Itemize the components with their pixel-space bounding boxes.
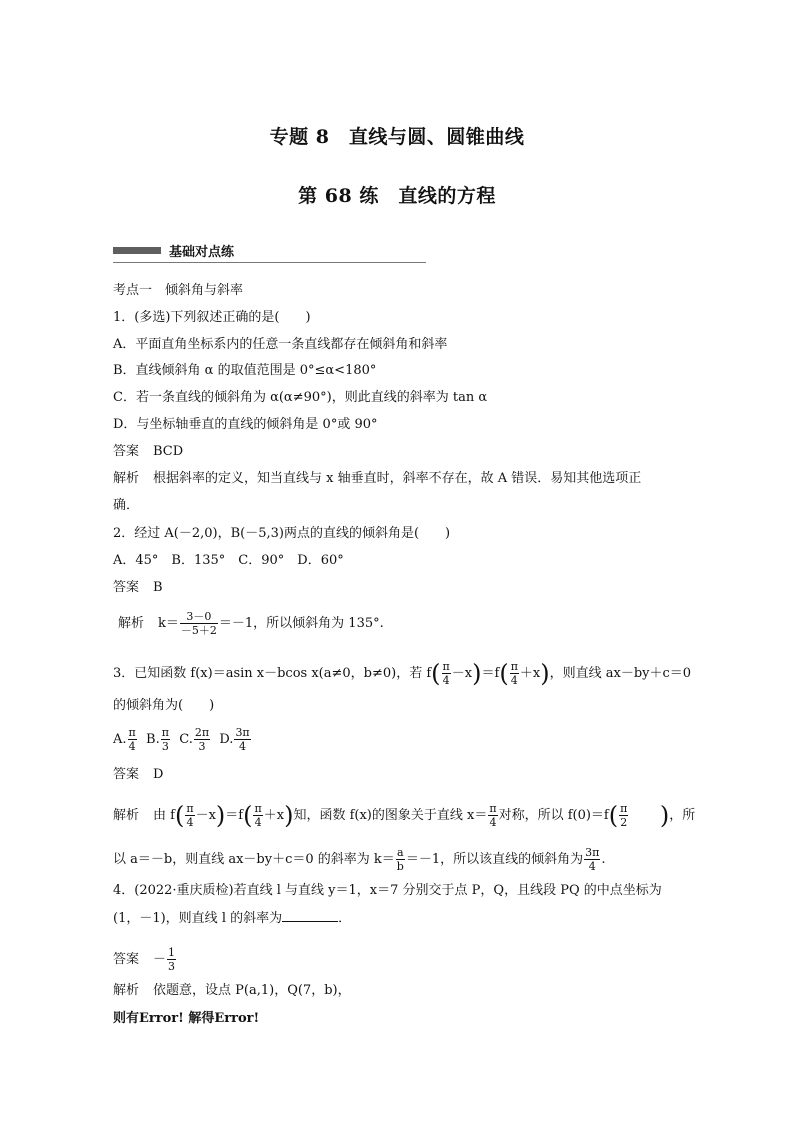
page-subtitle: 第 68 练 直线的方程	[298, 185, 496, 207]
answer-label: 答案	[113, 444, 140, 459]
answer-value: BCD	[153, 444, 184, 459]
q4-stem: 4．(2022·重庆质检)若直线 l 与直线 y＝1，x＝7 分别交于点 P，Q，且线段 PQ 的中点坐标为	[113, 883, 662, 898]
q2-answer	[113, 579, 163, 597]
answer-value: B	[153, 580, 163, 595]
q2-options: A．45° B．135° C．90° D．60°	[113, 553, 344, 568]
analysis-label: 解析	[113, 983, 140, 998]
section-divider	[113, 262, 426, 263]
q1-option-b: B．直线倾斜角 α 的取值范围是 0°≤α<180°	[113, 363, 377, 378]
q3-analysis-cont: 以 a＝－b，则直线 ax－by＋c＝0 的斜率为 k＝ $\frac{a}{b}$ ＝－1，所以该直线的倾斜角为 $\frac{3\pi}{4}$ .	[113, 846, 606, 873]
q3-options: A. $\frac{\pi}{4}$ B. $\frac{\pi}{3}$ C. $\frac{2\pi}{3}$ D. $\frac{3\pi}{4}$	[113, 726, 250, 753]
q3-stem-cont: 的倾斜角为( )	[113, 698, 215, 713]
answer-value: D	[153, 767, 164, 782]
answer-blank	[282, 909, 338, 922]
k-equals: k＝	[158, 616, 179, 631]
section-header	[113, 241, 426, 263]
section-bar	[113, 247, 161, 254]
q2-stem: 2．经过 A(－2,0)，B(－5,3)两点的直线的倾斜角是( )	[113, 526, 451, 541]
answer-label: 答案	[113, 952, 140, 967]
section-label: 基础对点练	[169, 245, 235, 260]
analysis-text: ＝－1，所以倾斜角为 135°.	[218, 616, 384, 631]
answer-fraction: $\frac{1}{3}$	[168, 946, 176, 973]
slope-fraction: $\frac{3-0}{-5+2}$	[180, 610, 217, 637]
q1-option-c: C．若一条直线的倾斜角为 α(α≠90°)，则此直线的斜率为 tan α	[113, 390, 488, 405]
q1-option-a: A．平面直角坐标系内的任意一条直线都存在倾斜角和斜率	[113, 337, 448, 352]
analysis-text: 根据斜率的定义，知当直线与 x 轴垂直时，斜率不存在，故 A 错误．易知其他选项正	[153, 471, 642, 486]
page-title: 专题 8 直线与圆、圆锥曲线	[269, 126, 525, 148]
analysis-text: 依题意，设点 P(a,1)，Q(7，b)，	[153, 983, 351, 998]
q4-stem-cont: (1，－1)，则直线 l 的斜率为 ．	[113, 911, 352, 926]
q4-analysis-cont: 则有Error! 解得Error!	[113, 1011, 260, 1026]
q4-answer: 答案 － $\frac{1}{3}$	[113, 946, 176, 973]
analysis-label: 解析	[113, 808, 140, 823]
q1-stem: 1．(多选)下列叙述正确的是( )	[113, 310, 311, 325]
q1-answer	[113, 443, 183, 461]
answer-label: 答案	[113, 580, 140, 595]
analysis-label: 解析	[113, 471, 140, 486]
analysis-label: 解析	[118, 616, 145, 631]
q1-analysis	[113, 470, 641, 488]
q1-option-d: D．与坐标轴垂直的直线的倾斜角是 0°或 90°	[113, 417, 378, 432]
q3-answer	[113, 766, 163, 784]
q3-stem: 3．已知函数 f(x)＝asin x－bcos x(a≠0，b≠0)，若 f( $\frac{\pi}{4}$ －x)＝f( $\frac{\pi}{4}$ ＋x)，则直线 ax－by＋c＝0	[113, 659, 692, 688]
q1-analysis-cont: 确．	[113, 498, 140, 513]
topic-heading: 考点一 倾斜角与斜率	[113, 283, 244, 298]
answer-label: 答案	[113, 767, 140, 782]
q3-analysis: 解析 由 f( $\frac{\pi}{4}$ －x)＝f( $\frac{\pi}{4}$ ＋x)知，函数 f(x)的图象关于直线 x＝ $\frac{\pi}{4}$ 对称，所以 f(0)＝f( $\frac{\pi}{2}$ )，所	[113, 801, 696, 830]
q4-analysis	[113, 982, 351, 1000]
q2-analysis	[118, 610, 384, 637]
